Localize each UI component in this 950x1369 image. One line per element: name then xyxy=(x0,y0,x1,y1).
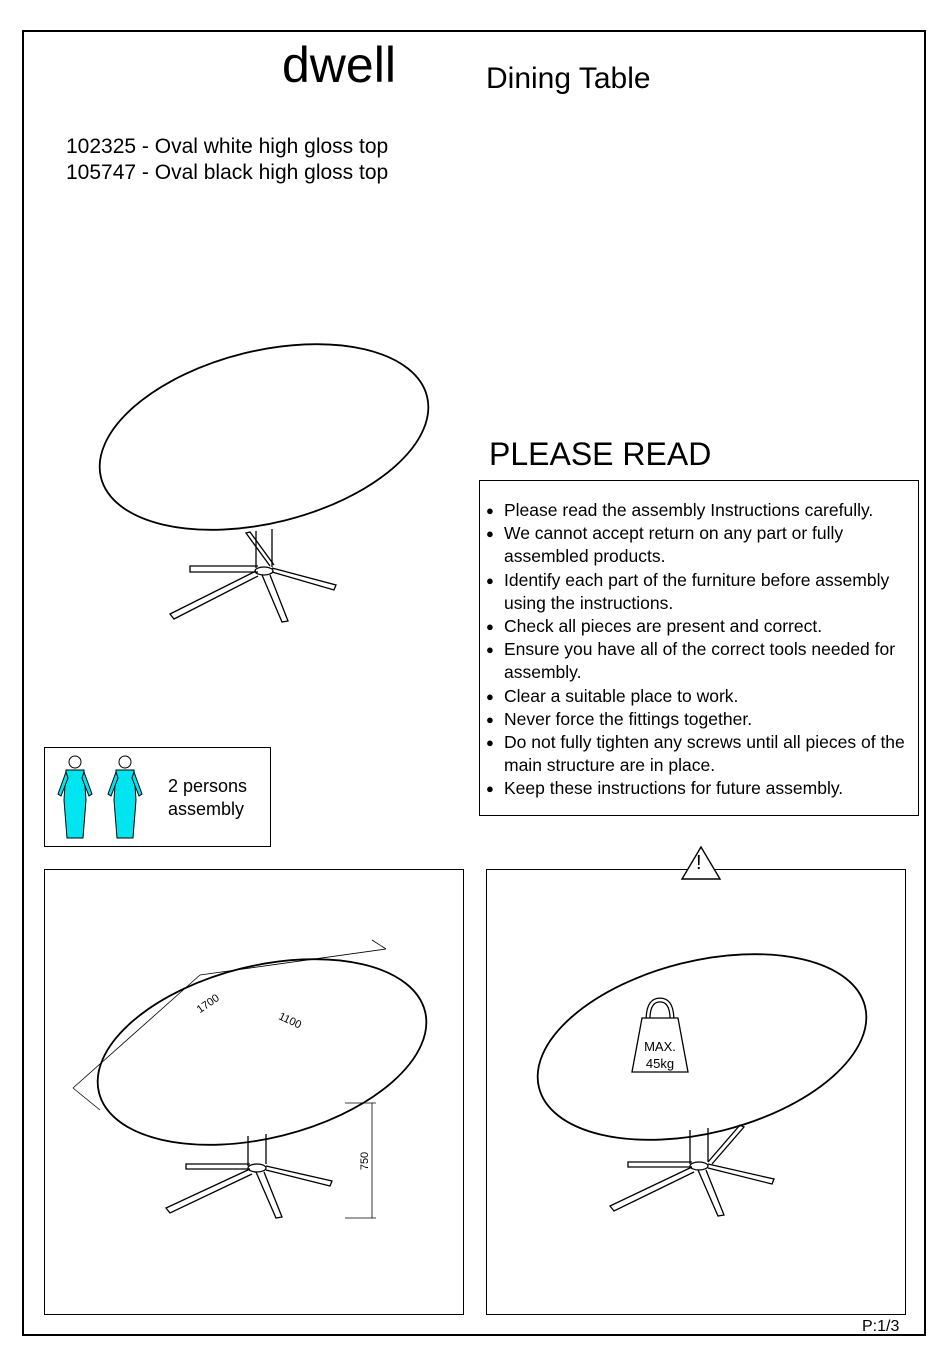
please-read-heading: PLEASE READ xyxy=(489,436,712,472)
dimension-width-label: 1100 xyxy=(276,1010,304,1032)
bullet-icon: ● xyxy=(486,503,494,518)
dimension-length-label: 1700 xyxy=(194,992,222,1016)
bullet-icon: ● xyxy=(486,642,494,658)
document-title: Dining Table xyxy=(486,62,651,95)
bullet-icon: ● xyxy=(486,688,494,704)
bullet-icon: ● xyxy=(486,619,494,635)
notice-item: ● Do not fully tighten any screws until all pieces of the main structure are in place. xyxy=(486,732,905,776)
persons-text: 2 persons assembly xyxy=(168,776,248,819)
notice-item: ● Never force the fittings together. xyxy=(504,708,910,731)
bullet-icon: ● xyxy=(486,735,494,751)
notice-item: ● Please read the assembly Instructions carefully. xyxy=(504,499,910,522)
page-number: P:1/3 xyxy=(862,1318,900,1335)
bullet-icon: ● xyxy=(486,572,494,588)
notice-item: ● Clear a suitable place to work. xyxy=(504,685,910,708)
brand-logo: dwell xyxy=(282,37,396,93)
bullet-icon: ● xyxy=(486,526,494,542)
notice-item: ● Check all pieces are present and correct. xyxy=(504,615,910,638)
model-line: 105747 - Oval black high gloss top xyxy=(66,161,389,184)
notice-item: ● We cannot accept return on any part or fully assembled products. xyxy=(486,523,844,567)
notice-item: ● Identify each part of the furniture before assembly using the instructions. xyxy=(486,569,890,613)
warning-symbol: ! xyxy=(696,852,702,874)
model-line: 102325 - Oval white high gloss top xyxy=(66,135,389,158)
dimension-height-label: 750 xyxy=(359,1151,372,1171)
notice-item: ● Keep these instructions for future assembly. xyxy=(504,777,910,800)
bullet-icon: ● xyxy=(486,781,494,797)
notice-item: ● Ensure you have all of the correct tools needed for assembly. xyxy=(486,639,896,683)
max-load-label: MAX. 45kg xyxy=(644,1039,676,1071)
bullet-icon: ● xyxy=(486,711,494,727)
